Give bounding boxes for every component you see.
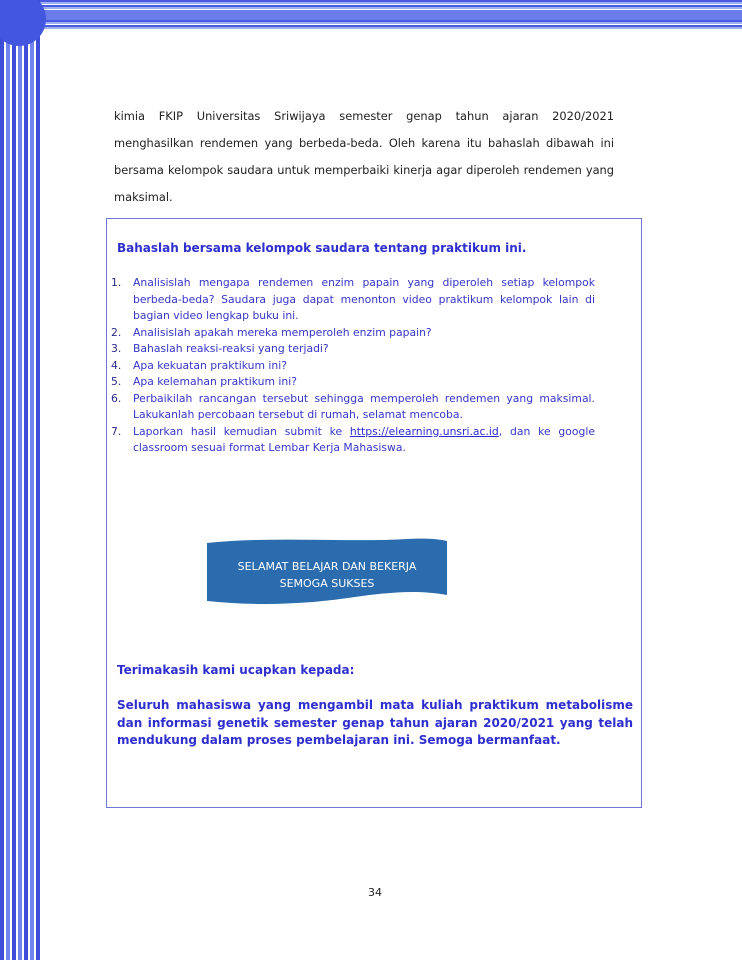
motivation-banner [205, 537, 449, 607]
task-text-after-link: , dan ke google classroom sesuai format Lembar Kerja Mahasiswa. [133, 424, 595, 454]
task-item [111, 275, 595, 325]
task-number: 6. [111, 391, 122, 405]
banner-text [205, 558, 449, 592]
page-number: 34 [368, 886, 382, 899]
left-border-decoration [0, 0, 40, 960]
elearning-link[interactable]: https://elearning.unsri.ac.id [349, 424, 499, 438]
task-number: 4. [111, 358, 122, 372]
task-text [133, 424, 595, 457]
task-text: Perbaikilah rancangan tersebut sehingga memperoleh rendemen yang maksimal. Lakukanlah percobaan tersebut di rumah, selamat mencoba. [133, 391, 595, 421]
top-border-stripe [0, 10, 742, 20]
thanks-body: Seluruh mahasiswa yang mengambil mata kuliah praktikum metabolisme dan informasi genetik semester genap tahun ajaran 2020/2021 yang telah mendukung dalam proses pembelajaran ini. Semoga bermanfaat. [117, 698, 633, 747]
task-list [111, 275, 595, 457]
task-text: Analisislah mengapa rendemen enzim papain yang diperoleh setiap kelompok berbeda-beda? Saudara juga dapat menonton video praktikum kelompok lain di bagian video lengkap buku ini. [133, 276, 595, 322]
task-number: 2. [111, 325, 122, 339]
task-text: Apa kekuatan praktikum ini? [133, 358, 287, 372]
task-item [111, 325, 595, 342]
task-box-heading: Bahaslah bersama kelompok saudara tentang praktikum ini. [117, 241, 527, 255]
task-item [111, 374, 595, 391]
discussion-task-box [106, 218, 642, 808]
banner-line-1: SELAMAT BELAJAR DAN BEKERJA [237, 560, 417, 573]
task-item [111, 358, 595, 375]
task-item [111, 391, 595, 424]
thanks-heading: Terimakasih kami ucapkan kepada: [117, 663, 355, 677]
task-text: Apa kelemahan praktikum ini? [133, 375, 297, 388]
banner-line-2: SEMOGA SUKSES [279, 577, 375, 590]
task-item [111, 341, 595, 358]
task-number: 7. [111, 424, 122, 438]
task-number: 5. [111, 375, 122, 388]
task-text: Analisislah apakah mereka memperoleh enzim papain? [133, 325, 432, 339]
task-number: 1. [111, 276, 122, 289]
intro-paragraph: kimia FKIP Universitas Sriwijaya semester genap tahun ajaran 2020/2021 menghasilkan rendemen yang berbeda-beda. Oleh karena itu bahaslah dibawah ini bersama kelompok saudara untuk memperbaiki kinerja agar diperoleh rendemen yang maksimal. [114, 109, 614, 205]
task-number: 3. [111, 342, 122, 355]
task-item [111, 424, 595, 457]
task-text-before-link: Laporkan hasil kemudian submit ke [133, 424, 350, 438]
task-text: Bahaslah reaksi-reaksi yang terjadi? [133, 342, 329, 355]
